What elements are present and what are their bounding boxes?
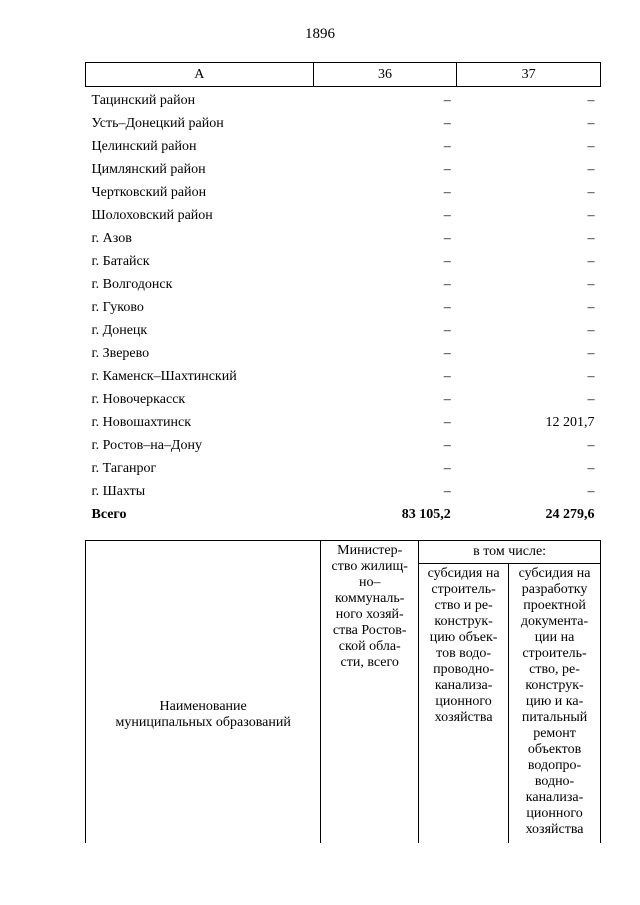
table-row [86,411,601,434]
value-col-36: – [443,299,451,315]
value-col-36: – [443,207,451,223]
value-col-37: – [587,138,595,154]
municipality-name: г. Гуково [91,299,144,315]
municipality-name: Шолоховский район [91,207,213,223]
value-col-36: – [443,138,451,154]
value-col-37: – [587,368,595,384]
subsidy-design-header: субсидия на разработку проектной документа- ции на строитель- ство, ре- конструк- цию и ка- питальный ремонт объектов водопро- водно- канализа- ционного хозяйства [509,564,601,844]
table-header-row [86,63,601,87]
column-header-36: 36 [313,63,457,87]
value-col-37: – [587,253,595,269]
table-row [86,342,601,365]
municipal-funding-table [85,62,601,526]
table-row [86,296,601,319]
value-col-36: – [443,92,451,108]
table-row [86,181,601,204]
value-col-36: – [443,460,451,476]
table-body [86,87,601,527]
total-col-36: 83 105,2 [401,506,451,522]
municipality-name: г. Ростов–на–Дону [91,437,202,453]
total-row [86,503,601,526]
table-row [86,135,601,158]
value-col-36: – [443,161,451,177]
value-col-37: – [587,460,595,476]
header-table [85,540,601,843]
table-row [86,204,601,227]
municipality-name: г. Азов [91,230,132,246]
table-row [86,388,601,411]
municipality-name: г. Донецк [91,322,148,338]
including-header: в том числе: [419,541,601,564]
value-col-37: – [587,161,595,177]
municipality-name: Усть–Донецкий район [91,115,224,131]
value-col-36: – [443,483,451,499]
value-col-37: – [587,92,595,108]
value-col-36: – [443,391,451,407]
municipality-name: г. Новочеркасск [91,391,186,407]
value-col-37: – [587,483,595,499]
column-header-37: 37 [457,63,601,87]
municipality-name: Цимлянский район [91,161,206,177]
municipality-name: г. Новошахтинск [91,414,192,430]
table-row [86,273,601,296]
value-col-36: – [443,414,451,430]
ministry-total-header: Министер- ство жилищ- но– коммуналь- ного хозяй- ства Ростов- ской обла- сти, всего [321,541,419,844]
value-col-36: – [443,276,451,292]
table-row [86,434,601,457]
value-col-36: – [443,368,451,384]
value-col-36: – [443,345,451,361]
municipality-name: г. Зверево [91,345,150,361]
total-label: Всего [91,506,127,522]
municipality-name: г. Каменск–Шахтинский [91,368,237,384]
table-row [86,480,601,503]
value-col-37: – [587,391,595,407]
table-row [86,250,601,273]
table-row [86,87,601,113]
municipality-name: г. Шахты [91,483,146,499]
page-number: 1896 [305,26,335,42]
value-col-37: – [587,345,595,361]
municipality-name: г. Таганрог [91,460,157,476]
table-row [86,319,601,342]
table-row [86,227,601,250]
municipality-name: г. Волгодонск [91,276,173,292]
value-col-37: 12 201,7 [545,414,595,430]
value-col-36: – [443,184,451,200]
value-col-36: – [443,115,451,131]
table-row [86,158,601,181]
municipality-name-header: Наименование муниципальных образований [86,541,321,844]
value-col-36: – [443,253,451,269]
value-col-37: – [587,230,595,246]
table-row [86,112,601,135]
value-col-36: – [443,437,451,453]
value-col-37: – [587,276,595,292]
table-row [86,365,601,388]
value-col-37: – [587,437,595,453]
total-col-37: 24 279,6 [545,506,595,522]
value-col-37: – [587,207,595,223]
value-col-37: – [587,115,595,131]
municipality-name: Целинский район [91,138,197,154]
subsidy-construction-header: субсидия на строитель- ство и ре- конструк- цию объек- тов водо- проводно- канализа- ционного хозяйства [419,564,509,844]
municipality-name: Чертковский район [91,184,207,200]
value-col-37: – [587,322,595,338]
value-col-36: – [443,322,451,338]
value-col-37: – [587,184,595,200]
municipality-name: Тацинский район [91,92,196,108]
column-header-a: А [86,63,314,87]
value-col-36: – [443,230,451,246]
value-col-37: – [587,299,595,315]
municipality-name: г. Батайск [91,253,150,269]
table-row [86,457,601,480]
